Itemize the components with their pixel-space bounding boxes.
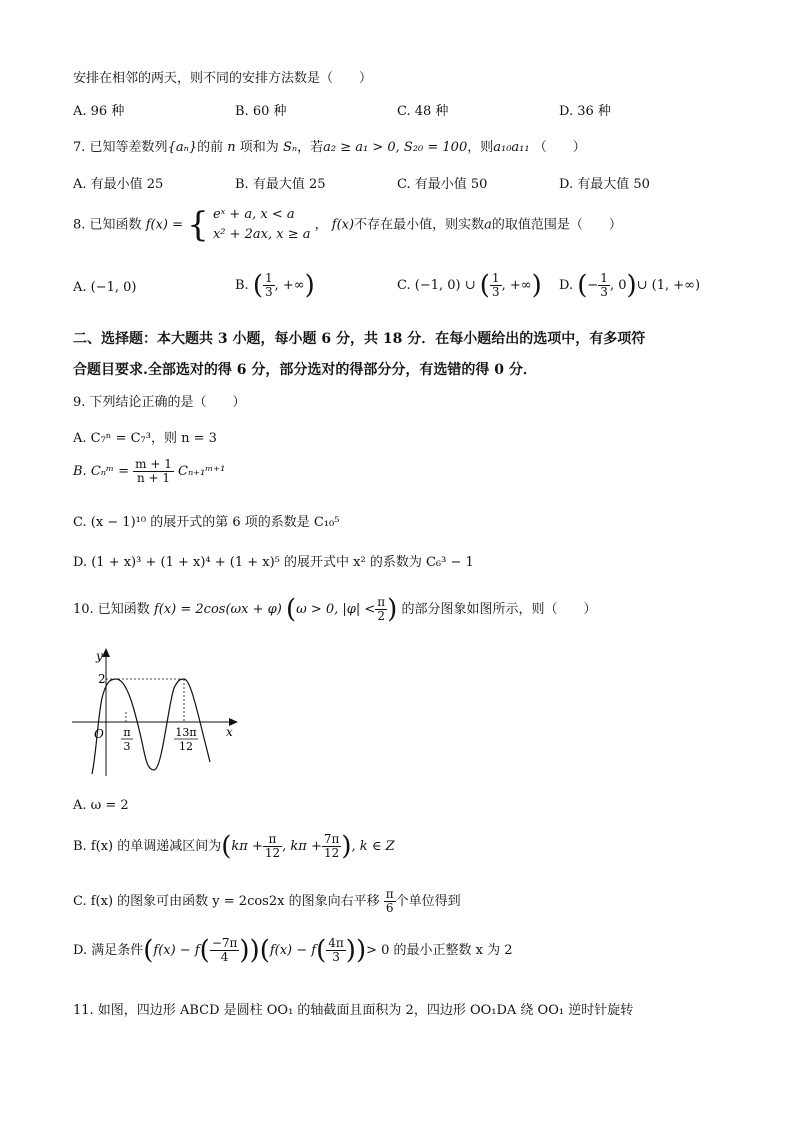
tick-13pi12-num: 13π — [175, 726, 197, 739]
q8-tail1: ， — [314, 217, 328, 233]
q8-d-tail: ∪ (1, +∞) — [636, 278, 701, 293]
q7-paren: （ ） — [533, 140, 586, 155]
q9-b-label: B. Cₙᵐ = — [73, 464, 130, 479]
q8-d-den: 3 — [600, 285, 608, 299]
q10-d-n1: −7π — [211, 936, 238, 950]
q10-b-num1: π — [263, 833, 282, 847]
q8-c-tail: , +∞ — [501, 278, 532, 293]
q8-option-a: A. (−1, 0) — [73, 280, 137, 295]
q8-fx2: f(x) — [331, 217, 355, 233]
q10-lead: 10. 已知函数 — [73, 602, 150, 617]
q8-cases — [213, 205, 311, 245]
q10-option-a: A. ω = 2 — [73, 798, 129, 813]
q8-d-num: 1 — [600, 271, 608, 285]
q10-d-tail: > 0 的最小正整数 x 为 2 — [366, 943, 513, 958]
q9-stem: 9. 下列结论正确的是（ ） — [73, 395, 246, 410]
q7-target: a₁₀a₁₁ — [493, 140, 530, 155]
q9-option-d: D. (1 + x)³ + (1 + x)⁴ + (1 + x)⁵ 的展开式中 x² 的系数为 C₆³ − 1 — [73, 555, 474, 570]
q10-b-frac2 — [322, 833, 342, 860]
q10-b-frac1 — [263, 833, 282, 860]
q8-b-num: 1 — [264, 271, 273, 285]
q10-c-lead: C. f(x) 的图象可由函数 y = 2cos2x 的图象向右平移 — [73, 894, 380, 909]
q10-stem: 10. 已知函数 f(x) = 2cos(ωx + φ) (ω > 0, |φ| < $\frac{\pi}{2}$ ) 的部分图象如图所示，则（ ） — [73, 594, 597, 625]
q10-c-den: 6 — [385, 901, 394, 915]
q7-seq: {aₙ} — [167, 140, 198, 155]
q8-d-mid: , 0 — [609, 278, 627, 293]
q8-c-den: 3 — [491, 285, 500, 299]
q8-option-b: B. ( $\frac{1}{3}$ , +∞) — [235, 270, 315, 301]
q6-option-a: A. 96 种 — [73, 104, 125, 119]
q7-sn: Sₙ — [282, 140, 298, 155]
q8-tail2: 不存在最小值，则实数 — [354, 217, 485, 233]
q8-b-tail: , +∞ — [274, 278, 305, 293]
q7-option-c: C. 有最小值 50 — [397, 177, 488, 192]
section2-header-line2: 合题目要求.全部选对的得 6 分，部分选对的得部分分，有选错的得 0 分． — [73, 362, 537, 378]
q7-mid4: ，则 — [467, 140, 494, 155]
q8-c-frac — [490, 272, 502, 299]
origin-label: O — [94, 727, 104, 741]
q10-b-den1: 12 — [264, 846, 281, 860]
q10-d-d2: 3 — [332, 950, 340, 964]
q10-c-num: π — [385, 887, 394, 901]
q7-number: 7. — [73, 140, 86, 155]
q10-b-a: kπ + — [231, 839, 263, 854]
q6-option-b: B. 60 种 — [235, 104, 287, 119]
q7-mid2: 项和为 — [239, 140, 279, 155]
q10-option-b: B. f(x) 的单调递减区间为(kπ + $\frac{\pi}{12}$ , kπ + $\frac{7\pi}{12}$ ), k ∈ Z — [73, 831, 395, 862]
q7-option-b: B. 有最大值 25 — [235, 177, 326, 192]
q8-c-num: 1 — [491, 271, 500, 285]
q9-option-c: C. (x − 1)¹⁰ 的展开式的第 6 项的系数是 C₁₀⁵ — [73, 515, 340, 530]
q8-case2: x² + 2ax, x ≥ a — [212, 227, 311, 242]
q9-b-frac — [133, 458, 174, 485]
q10-d-n2: 4π — [328, 936, 344, 950]
q10-d-p2: f(x) − f — [269, 943, 317, 958]
q6-option-d: D. 36 种 — [559, 104, 611, 119]
q8-lead: 已知函数 — [89, 217, 142, 233]
tick-13pi12-den: 12 — [179, 740, 193, 753]
section2-header-line1: 二、选择题：本大题共 3 小题，每小题 6 分，共 18 分．在每小题给出的选项中，有多项符 — [73, 331, 646, 347]
x-axis-label: x — [226, 725, 233, 739]
q10-fx: f(x) = 2cos(ωx + φ) — [153, 602, 282, 617]
q8-case1: eˣ + a, x < a — [212, 207, 295, 222]
q8-option-d: D. (− $\frac{1}{3}$ , 0)∪ (1, +∞) — [559, 270, 701, 301]
q10-option-d: D. 满足条件(f(x) − f( $\frac{-7\pi}{4}$ ))(f(x) − f( $\frac{4\pi}{3}$ ))> 0 的最小正整数 x 为 2 — [73, 935, 513, 966]
q10-cosine-graph — [70, 646, 242, 780]
q10-option-c — [73, 888, 461, 915]
q9-b-den: n + 1 — [137, 471, 171, 485]
y-axis-label: y — [96, 649, 103, 663]
q10-b-b: , kπ + — [282, 839, 322, 854]
q7-option-d: D. 有最大值 50 — [559, 177, 650, 192]
q9-option-b — [73, 458, 225, 485]
q10-cond: ω > 0, |φ| < — [296, 602, 376, 617]
q7-mid1: 的前 — [197, 140, 224, 155]
tick-pi3-num: π — [123, 726, 131, 739]
q10-b-num2: 7π — [323, 832, 340, 846]
q9-b-num: m + 1 — [135, 457, 172, 471]
q7-lead: 已知等差数列 — [89, 140, 168, 155]
q10-cond-num: π — [377, 595, 386, 609]
tick-pi3-den: 3 — [123, 740, 131, 753]
q7-option-a: A. 有最小值 25 — [73, 177, 164, 192]
q10-b-tail: , k ∈ Z — [351, 839, 395, 854]
q10-d-frac2 — [326, 937, 346, 964]
q8-d-frac — [598, 272, 610, 299]
q8-b-label: B. — [235, 278, 249, 293]
q10-cond-frac — [375, 596, 387, 623]
q10-d-p1: f(x) − f — [153, 943, 200, 958]
q9-b-tail: Cₙ₊₁ᵐ⁺¹ — [178, 464, 226, 479]
q8-a: a — [484, 217, 492, 233]
q8-b-den: 3 — [264, 285, 273, 299]
q10-c-tail: 个单位得到 — [395, 894, 461, 909]
q8-brace: { — [187, 205, 209, 245]
q8-d-sign: − — [587, 278, 599, 293]
q10-b-den2: 12 — [323, 846, 340, 860]
q10-tail: 的部分图象如图所示，则（ ） — [401, 602, 597, 617]
q8-d-label: D. — [559, 278, 574, 293]
q7-condition: a₂ ≥ a₁ > 0, S₂₀ = 100 — [323, 140, 468, 155]
q10-c-frac — [384, 888, 396, 915]
q10-b-lead: B. f(x) 的单调递减区间为 — [73, 839, 222, 854]
q8-c-label: C. (−1, 0) ∪ — [397, 278, 476, 293]
q10-d-d1: 4 — [220, 950, 229, 964]
q8-tail3: 的取值范围是（ ） — [491, 217, 622, 233]
q8-number: 8. — [73, 217, 86, 233]
q7-mid3: ，若 — [297, 140, 324, 155]
q11-stem: 11. 如图，四边形 ABCD 是圆柱 OO₁ 的轴截面且面积为 2，四边形 OO₁DA 绕 OO₁ 逆时针旋转 — [73, 1003, 634, 1018]
q10-d-lead: D. 满足条件 — [73, 943, 144, 958]
q8-option-c: C. (−1, 0) ∪ ( $\frac{1}{3}$ , +∞) — [397, 270, 542, 301]
q8-stem — [73, 205, 622, 245]
y-axis-arrow-icon — [102, 648, 110, 657]
q7-stem — [73, 136, 586, 155]
q8-b-frac — [263, 272, 275, 299]
q6-option-c: C. 48 种 — [397, 104, 449, 119]
max-value-label: 2 — [98, 672, 106, 686]
q10-cond-den: 2 — [377, 609, 386, 623]
q10-d-frac1 — [210, 937, 240, 964]
q8-fx: f(x) = — [145, 217, 184, 233]
q6-stem-tail: 安排在相邻的两天，则不同的安排方法数是（ ） — [73, 71, 373, 86]
q9-option-a: A. C₇ⁿ = C₇³，则 n = 3 — [73, 431, 217, 446]
q7-n: n — [227, 140, 236, 155]
q8-options — [73, 272, 713, 308]
